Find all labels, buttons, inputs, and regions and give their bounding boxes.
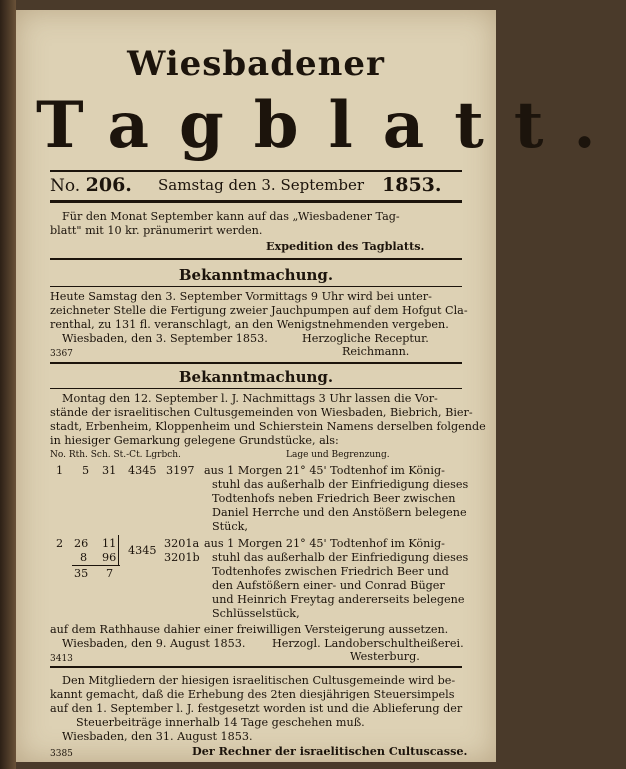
newspaper-page [16,10,626,762]
notice2-intro: Montag den 12. September l. J. Nachmittags 3 Uhr lassen die Vor- [62,392,438,405]
notice3-line: auf den 1. September l. J. festgesetzt worden ist und die Ablieferung der [50,702,463,715]
notice2-name: Westerburg. [350,650,420,663]
row2-desc: Todtenhofes zwischen Friedrich Beer und [212,565,449,578]
dateline-bottom-rule [50,200,462,203]
row2-brace [118,535,119,565]
row2-sch-a: 11 [102,537,117,550]
notice3-number: 3385 [50,749,73,759]
row2-desc: Schlüsselstück, [212,607,300,620]
section-rule-3 [50,666,462,668]
book-spine [0,0,16,769]
issue-number [50,174,132,196]
subscription-signature: Expedition des Tagblatts. [266,239,425,253]
row1-rth: 5 [82,464,90,477]
row1-desc: Stück, [212,520,248,533]
section-rule-1 [50,258,462,260]
row1-desc: aus 1 Morgen 21° 45' Todtenhof im König- [204,464,445,477]
notice2-intro: in hiesiger Gemarkung gelegene Grundstücke, als: [50,434,339,447]
row1-lgrb: 3197 [166,464,195,477]
dateline-top-rule [50,170,462,172]
notice3-line: Den Mitgliedern der hiesigen israelitischen Cultusgemeinde wird be- [62,674,456,687]
notice2-intro: stände der israelitischen Cultusgemeinden von Wiesbaden, Biebrich, Bier- [50,406,473,419]
section-rule-2 [50,362,462,364]
row2-desc: stuhl das außerhalb der Einfriedigung dieses [212,551,469,564]
issue-year: 1853. [382,174,442,196]
row1-desc: Daniel Herrche und den Anstößern belegene [212,506,467,519]
row1-no: 1 [56,464,64,477]
row2-lgrb-b: 3201b [164,551,200,564]
row2-no: 2 [56,537,64,550]
row2-desc: und Heinrich Freytag andererseits belegene [212,593,465,606]
notice2-place-date: Wiesbaden, den 9. August 1853. [62,637,246,650]
issue-number-label: No. [50,176,81,196]
subscription-line2: blatt" mit 10 kr. pränumerirt werden. [50,224,263,237]
notice2-rule [50,388,462,389]
notice1-number: 3367 [50,349,73,359]
notice1-name: Reichmann. [342,345,410,358]
notice1-line: Heute Samstag den 3. September Vormittags 9 Uhr wird bei unter- [50,290,432,303]
notice2-office: Herzogl. Landoberschultheißerei. [272,637,464,650]
notice2-closing: auf dem Rathhause dahier einer freiwilligen Versteigerung aussetzen. [50,623,449,636]
issue-date: Samstag den 3. September [158,176,365,194]
row2-rth-a: 26 [74,537,89,550]
row2-rth-b: 8 [80,551,88,564]
notice3-line: kannt gemacht, daß die Erhebung des 2ten diesjährigen Steuersimpels [50,688,455,701]
notice3-line: Steuerbeiträge innerhalb 14 Tage geschehen muß. [76,716,365,729]
row2-sum-rule [72,565,120,566]
row2-sum-rth: 35 [74,567,89,580]
row2-desc: aus 1 Morgen 21° 45' Todtenhof im König- [204,537,445,550]
row2-sch-b: 96 [102,551,117,564]
row1-st: 4345 [128,464,157,477]
row2-desc: den Aufstößern einer- und Conrad Büger [212,579,445,592]
notice3-signature: Der Rechner der israelitischen Cultuscasse. [192,744,468,758]
notice1-heading: Bekanntmachung. [178,266,334,284]
notice3-place-date: Wiesbaden, den 31. August 1853. [62,730,253,743]
notice1-office: Herzogliche Receptur. [302,332,429,345]
subscription-line1: Für den Monat September kann auf das „Wiesbadener Tag- [62,210,400,223]
masthead-title: Tagblatt. [36,88,626,163]
notice2-number: 3413 [50,654,73,664]
masthead-line1: Wiesbadener [127,44,385,84]
row2-lgrb-a: 3201a [164,537,200,550]
notice1-rule [50,286,462,287]
notice2-intro: stadt, Erbenheim, Kloppenheim und Schierstein Namens derselben folgende [50,420,486,433]
table-header-description: Lage und Begrenzung. [286,450,390,460]
notice1-line: renthal, zu 131 fl. veranschlagt, an den Wenigstnehmenden vergeben. [50,318,449,331]
issue-number-value: 206. [85,174,132,196]
row1-sch: 31 [102,464,117,477]
row2-sum-sch: 7 [106,567,114,580]
notice1-place-date: Wiesbaden, den 3. September 1853. [62,332,268,345]
notice2-heading: Bekanntmachung. [178,368,334,386]
notice1-line: zeichneter Stelle die Fertigung zweier Jauchpumpen auf dem Hofgut Cla- [50,304,468,317]
row1-desc: stuhl das außerhalb der Einfriedigung dieses [212,478,469,491]
row1-desc: Todtenhofs neben Friedrich Beer zwischen [212,492,456,505]
row2-st: 4345 [128,544,157,557]
table-header-columns: No. Rth. Sch. St.-Ct. Lgrbch. [50,450,181,460]
